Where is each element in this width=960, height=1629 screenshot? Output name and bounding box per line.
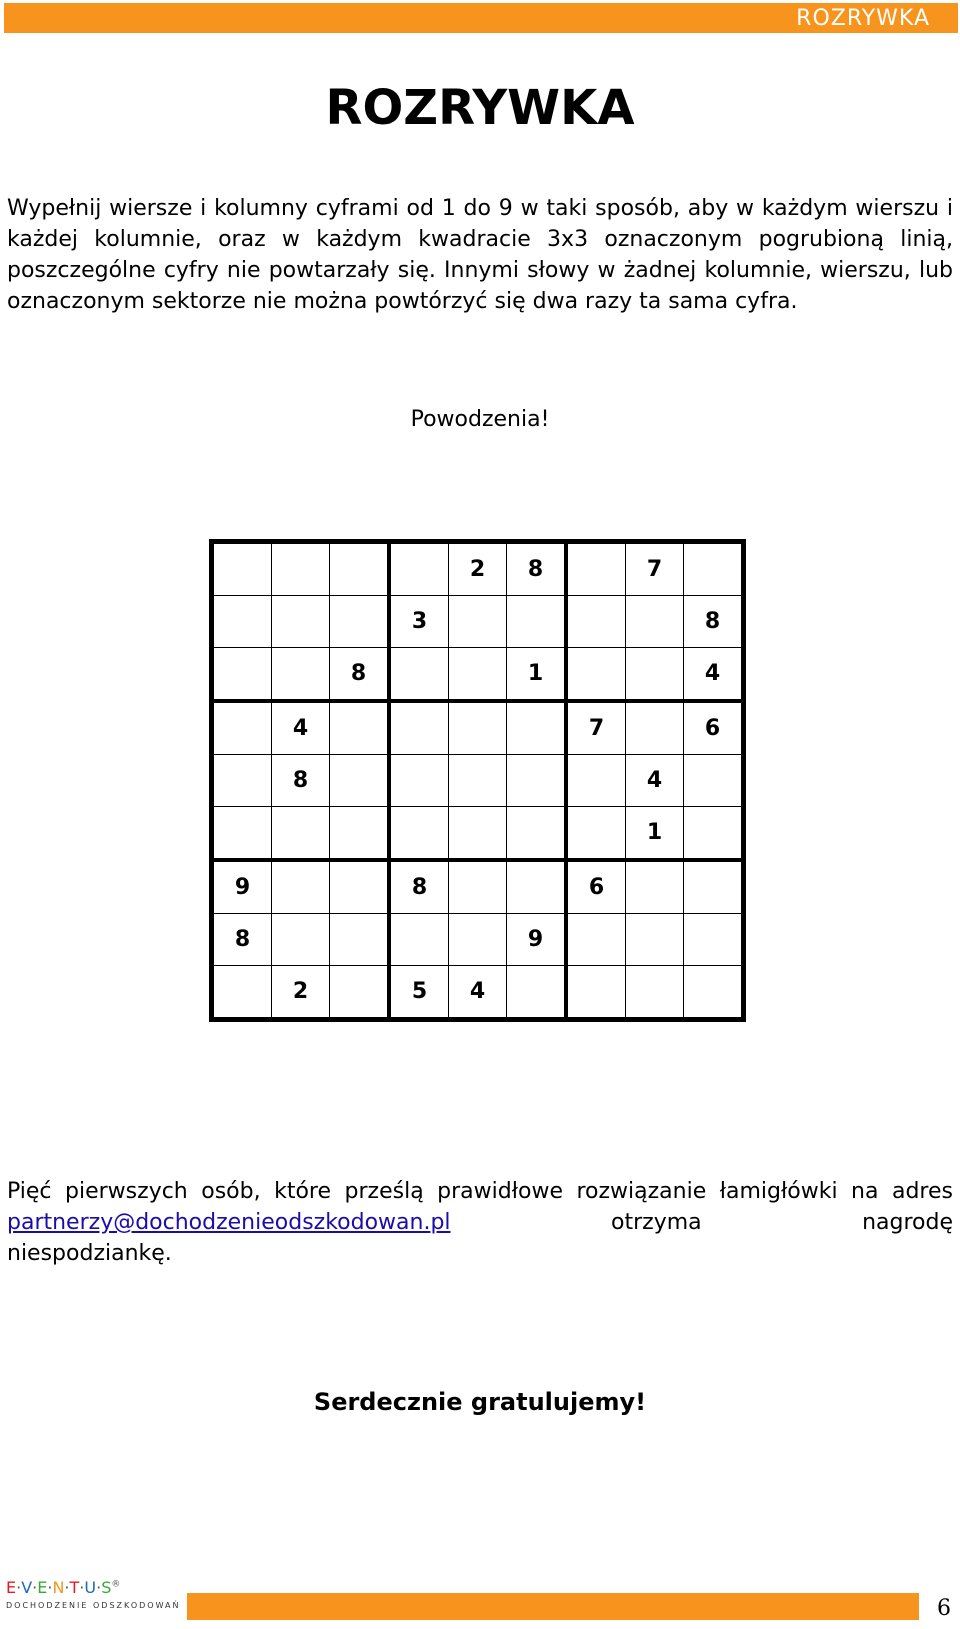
closing-paragraph-end	[7, 1238, 953, 1269]
sudoku-cell	[449, 701, 507, 755]
closing-paragraph	[7, 1176, 953, 1238]
sudoku-row	[212, 596, 744, 648]
sudoku-cell	[684, 966, 744, 1020]
sudoku-cell	[449, 755, 507, 807]
sudoku-cell	[330, 755, 390, 807]
footer-bar	[187, 1593, 919, 1620]
sudoku-cell	[626, 860, 684, 914]
sudoku-cell	[566, 807, 626, 861]
sudoku-cell: 8	[272, 755, 330, 807]
logo-dot: ·	[64, 1578, 70, 1597]
sudoku-cell	[272, 914, 330, 966]
sudoku-cell	[626, 914, 684, 966]
page-title: ROZRYWKA	[325, 80, 635, 136]
sudoku-cell: 9	[212, 860, 272, 914]
sudoku-cell: 3	[389, 596, 449, 648]
sudoku-cell	[389, 648, 449, 702]
sudoku-cell: 5	[389, 966, 449, 1020]
sudoku-cell	[684, 860, 744, 914]
sudoku-cell: 4	[449, 966, 507, 1020]
sudoku-cell	[449, 807, 507, 861]
sudoku-row	[212, 966, 744, 1020]
sudoku-cell	[212, 596, 272, 648]
logo-letter: V	[21, 1578, 33, 1597]
sudoku-cell	[449, 860, 507, 914]
logo-letter: T	[69, 1578, 80, 1597]
sudoku-cell	[212, 755, 272, 807]
sudoku-cell	[272, 542, 330, 596]
sudoku-cell	[449, 914, 507, 966]
sudoku-cell: 4	[626, 755, 684, 807]
header-bar	[4, 3, 958, 33]
sudoku-cell	[330, 542, 390, 596]
logo-dot: ·	[16, 1578, 22, 1597]
sudoku-cell: 9	[507, 914, 567, 966]
logo-subtitle: DOCHODZENIE ODSZKODOWAŃ	[6, 1601, 181, 1610]
sudoku-cell	[272, 860, 330, 914]
sudoku-cell: 6	[566, 860, 626, 914]
sudoku-cell	[626, 648, 684, 702]
sudoku-cell: 8	[212, 914, 272, 966]
logo-wordmark	[6, 1578, 186, 1597]
sudoku-cell	[330, 596, 390, 648]
sudoku-cell	[507, 701, 567, 755]
logo-letter: E	[37, 1578, 48, 1597]
sudoku-cell: 8	[389, 860, 449, 914]
sudoku-row	[212, 542, 744, 596]
closing-text-after: otrzyma nagrodę	[611, 1210, 953, 1235]
sudoku-cell	[684, 807, 744, 861]
sudoku-cell	[684, 542, 744, 596]
sudoku-cell: 1	[626, 807, 684, 861]
sudoku-cell	[212, 701, 272, 755]
sudoku-cell	[212, 648, 272, 702]
logo-dot: ·	[96, 1578, 102, 1597]
sudoku-cell	[389, 542, 449, 596]
sudoku-cell	[566, 596, 626, 648]
sudoku-cell: 1	[507, 648, 567, 702]
sudoku-cell	[212, 542, 272, 596]
sudoku-row	[212, 914, 744, 966]
sudoku-cell	[212, 966, 272, 1020]
sudoku-cell	[272, 596, 330, 648]
sudoku-cell	[566, 914, 626, 966]
sudoku-cell	[330, 701, 390, 755]
sudoku-cell	[507, 807, 567, 861]
sudoku-cell: 7	[626, 542, 684, 596]
email-link[interactable]: partnerzy@dochodzenieodszkodowan.pl	[7, 1210, 451, 1235]
sudoku-cell	[566, 755, 626, 807]
sudoku-cell	[684, 755, 744, 807]
eventus-logo	[6, 1578, 186, 1618]
sudoku-cell	[330, 914, 390, 966]
sudoku-cell	[626, 596, 684, 648]
logo-dot: ·	[79, 1578, 85, 1597]
logo-letter: N	[52, 1578, 65, 1597]
sudoku-cell	[389, 755, 449, 807]
sudoku-cell	[449, 648, 507, 702]
sudoku-cell	[507, 966, 567, 1020]
sudoku-cell: 2	[272, 966, 330, 1020]
sudoku-cell	[389, 701, 449, 755]
sudoku-cell	[272, 648, 330, 702]
sudoku-row	[212, 755, 744, 807]
sudoku-cell	[507, 755, 567, 807]
sudoku-cell: 8	[684, 596, 744, 648]
sudoku-grid	[209, 539, 746, 1022]
sudoku-cell	[626, 966, 684, 1020]
congratulations-text: Serdecznie gratulujemy!	[313, 1388, 647, 1416]
sudoku-row	[212, 860, 744, 914]
instructions-paragraph: Wypełnij wiersze i kolumny cyframi od 1 do 9 w taki sposób, aby w każdym wierszu i każdej kolumnie, oraz w każdym kwadracie 3x3 oznaczonym pogrubioną linią, poszczególne cyfry nie powtarzały się. Innymi słowy w żadnej kolumnie, wierszu, lub oznaczonym sektorze nie można powtórzyć się dwa razy ta sama cyfra.	[7, 196, 953, 314]
logo-dot: ·	[32, 1578, 38, 1597]
logo-dot: ·	[47, 1578, 53, 1597]
sudoku-cell: 4	[272, 701, 330, 755]
sudoku-cell	[507, 860, 567, 914]
sudoku-row	[212, 807, 744, 861]
closing-text-before: Pięć pierwszych osób, które prześlą prawidłowe rozwiązanie łamigłówki na adres	[7, 1179, 953, 1204]
logo-letter: S	[101, 1578, 112, 1597]
sudoku-cell: 8	[330, 648, 390, 702]
sudoku-cell	[212, 807, 272, 861]
sudoku-row	[212, 648, 744, 702]
sudoku-row	[212, 701, 744, 755]
sudoku-cell	[449, 596, 507, 648]
sudoku-cell	[389, 807, 449, 861]
sudoku-cell	[330, 860, 390, 914]
good-luck-text: Powodzenia!	[410, 407, 550, 432]
sudoku-cell	[626, 701, 684, 755]
sudoku-cell	[507, 596, 567, 648]
page-number: 6	[937, 1596, 951, 1621]
sudoku-cell: 7	[566, 701, 626, 755]
closing-text-end: niespodziankę.	[7, 1241, 172, 1266]
logo-registered-mark: ®	[111, 1579, 121, 1590]
sudoku-cell: 6	[684, 701, 744, 755]
sudoku-cell	[389, 914, 449, 966]
sudoku-cell: 2	[449, 542, 507, 596]
sudoku-cell	[272, 807, 330, 861]
section-label: ROZRYWKA	[796, 6, 930, 31]
sudoku-cell	[330, 966, 390, 1020]
sudoku-cell: 8	[507, 542, 567, 596]
sudoku-cell: 4	[684, 648, 744, 702]
sudoku-cell	[566, 648, 626, 702]
sudoku-cell	[566, 542, 626, 596]
sudoku-cell	[330, 807, 390, 861]
sudoku-cell	[684, 914, 744, 966]
logo-letter: E	[6, 1578, 17, 1597]
sudoku-cell	[566, 966, 626, 1020]
logo-letter: U	[84, 1578, 97, 1597]
